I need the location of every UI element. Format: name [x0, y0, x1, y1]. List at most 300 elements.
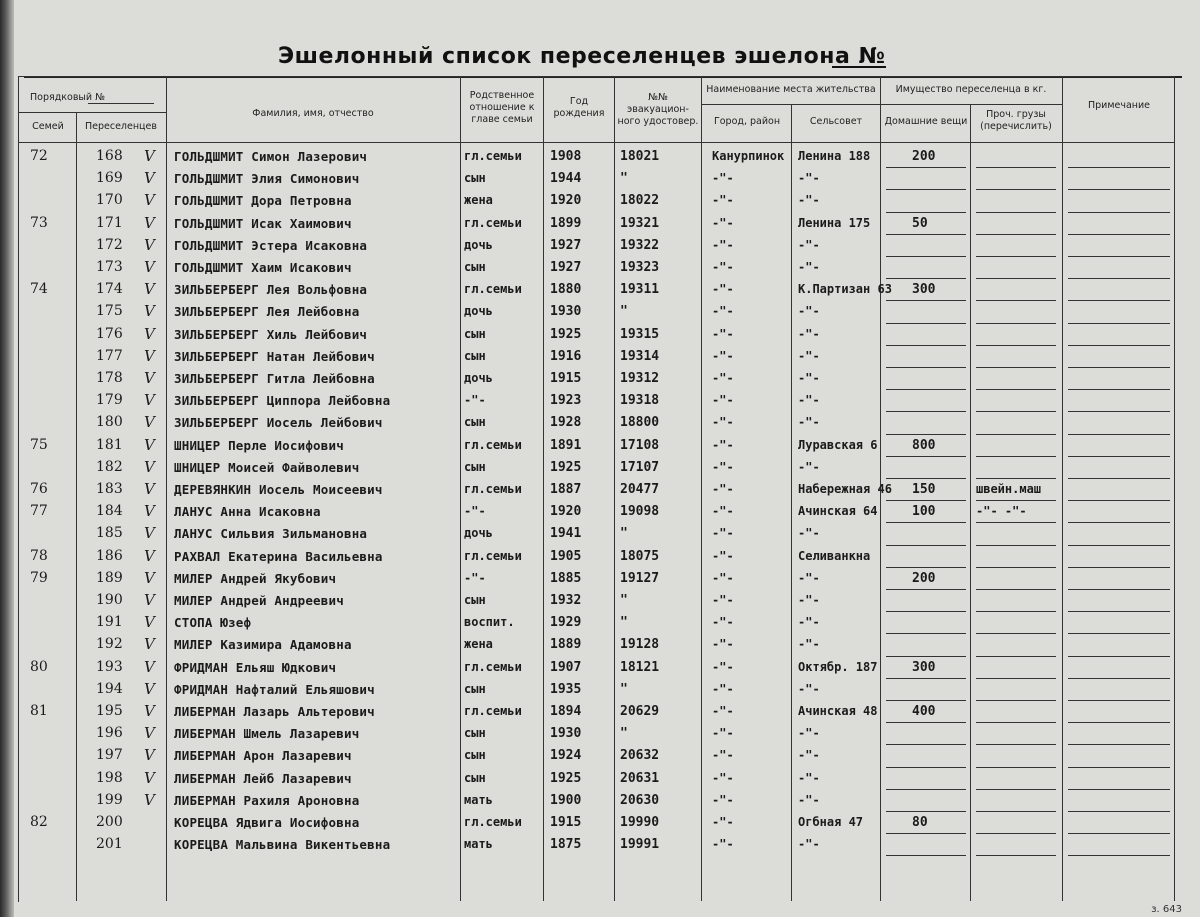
settler-number-cell: 174	[96, 281, 123, 298]
evac-id-cell: 19990	[620, 815, 660, 830]
full-name-cell: ФРИДМАН Ельяш Юдкович	[174, 659, 337, 675]
evac-id-cell: "	[620, 615, 628, 631]
check-mark: V	[144, 635, 155, 654]
settler-number-cell: 195	[96, 703, 123, 719]
family-number-cell: 77	[30, 503, 48, 520]
table-row	[18, 390, 1178, 411]
header-rule	[18, 112, 166, 113]
check-mark: V	[144, 457, 155, 476]
household-cell: 200	[912, 570, 936, 586]
city-cell: -"-	[712, 770, 734, 785]
birth-year-cell: 1900	[550, 792, 582, 808]
check-mark: V	[144, 346, 155, 365]
evac-id-cell: 20629	[620, 704, 660, 719]
city-cell: -"-	[712, 415, 734, 430]
birth-year-cell: 1932	[550, 593, 582, 608]
check-mark: V	[144, 546, 155, 565]
village-cell: Огбная 47	[798, 815, 864, 829]
village-cell: -"-	[798, 237, 820, 252]
full-name-cell: ФРИДМАН Нафталий Ельяшович	[174, 681, 375, 697]
table-row	[18, 568, 1178, 589]
evac-id-cell: 18022	[620, 193, 660, 209]
village-cell: -"-	[798, 637, 820, 652]
settler-number-cell: 185	[96, 525, 123, 542]
full-name-cell: ЛИБЕРМАН Лейб Лазаревич	[174, 770, 352, 786]
birth-year-cell: 1908	[550, 149, 582, 164]
birth-year-cell: 1923	[550, 393, 582, 409]
full-name-cell: МИЛЕР Андрей Якубович	[174, 570, 337, 586]
village-cell: -"-	[798, 171, 820, 186]
family-number-cell: 76	[30, 481, 48, 497]
village-cell: -"-	[798, 371, 820, 385]
birth-year-cell: 1894	[550, 704, 582, 719]
table-row	[18, 657, 1178, 678]
evac-id-cell: 19311	[620, 282, 660, 298]
settler-number-cell: 199	[96, 791, 123, 808]
other-cargo-cell: -"- -"-	[976, 504, 1027, 519]
village-cell: Ачинская 64	[798, 504, 878, 519]
birth-year-cell: 1916	[550, 348, 582, 364]
full-name-cell: ЗИЛЬБЕРБЕРГ Хиль Лейбович	[174, 326, 368, 342]
full-name-cell: МИЛЕР Казимира Адамовна	[174, 637, 352, 653]
settler-number-cell: 200	[96, 814, 123, 830]
village-cell: -"-	[798, 526, 820, 541]
relation-cell: сын	[464, 726, 486, 741]
table-row	[18, 279, 1178, 300]
settler-number-cell: 182	[96, 458, 123, 475]
relation-cell: гл.семьи	[464, 815, 522, 829]
full-name-cell: РАХВАЛ Екатерина Васильевна	[174, 548, 383, 564]
relation-cell: мать	[464, 792, 493, 807]
full-name-cell: ЗИЛЬБЕРБЕРГ Лея Вольфовна	[174, 282, 368, 298]
settler-number-cell: 179	[96, 392, 123, 409]
household-cell: 80	[912, 815, 928, 830]
row-rule	[886, 855, 966, 856]
birth-year-cell: 1891	[550, 437, 582, 453]
village-cell: -"-	[798, 837, 820, 852]
header-village: Сельсовет	[809, 116, 863, 127]
full-name-cell: ШНИЦЕР Моисей Файволевич	[174, 459, 360, 475]
city-cell: -"-	[712, 237, 734, 252]
evac-id-cell: 18075	[620, 548, 660, 564]
birth-year-cell: 1944	[550, 171, 582, 187]
full-name-cell: КОРЕЦВА Мальвина Викентьевна	[174, 837, 391, 853]
other-cargo-cell: швейн.маш	[976, 482, 1042, 496]
check-mark: V	[144, 280, 155, 299]
check-mark: V	[144, 169, 155, 188]
relation-cell: дочь	[464, 237, 493, 252]
birth-year-cell: 1915	[550, 371, 582, 386]
check-mark: V	[144, 502, 155, 521]
village-cell: -"-	[798, 748, 820, 763]
full-name-cell: ЗИЛЬБЕРБЕРГ Натан Лейбович	[174, 348, 375, 364]
household-cell: 150	[912, 482, 936, 497]
village-cell: -"-	[798, 792, 820, 807]
full-name-cell: ЛИБЕРМАН Рахиля Ароновна	[174, 792, 360, 808]
settler-number-cell: 201	[96, 836, 123, 853]
household-cell: 300	[912, 282, 936, 298]
full-name-cell: ЗИЛЬБЕРБЕРГ Иосель Лейбович	[174, 415, 383, 431]
table-row	[18, 612, 1178, 633]
evac-id-cell: "	[620, 526, 628, 542]
birth-year-cell: 1927	[550, 237, 582, 253]
settler-number-cell: 186	[96, 547, 123, 564]
city-cell: -"-	[712, 371, 734, 385]
settler-number-cell: 180	[96, 414, 123, 431]
evac-id-cell: 19991	[620, 837, 660, 853]
table-row	[18, 501, 1178, 522]
relation-cell: сын	[464, 171, 486, 186]
birth-year-cell: 1925	[550, 770, 582, 786]
settler-number-cell: 171	[96, 214, 123, 231]
header-residence-group: Наименование места жительства	[706, 84, 876, 95]
city-cell: -"-	[712, 504, 734, 519]
settler-number-cell: 196	[96, 725, 123, 742]
village-cell: -"-	[798, 681, 820, 696]
birth-year-cell: 1941	[550, 526, 582, 542]
header-settlers: Переселенцев	[85, 121, 157, 132]
relation-cell: мать	[464, 837, 493, 852]
full-name-cell: ЛИБЕРМАН Шмель Лазаревич	[174, 726, 360, 742]
evac-id-cell: 19314	[620, 348, 660, 364]
check-mark: V	[144, 657, 155, 676]
relation-cell: сын	[464, 748, 486, 763]
settler-number-cell: 173	[96, 259, 123, 275]
full-name-cell: ГОЛЬДШМИТ Элия Симонович	[174, 171, 360, 187]
city-cell: -"-	[712, 393, 734, 408]
city-cell: -"-	[712, 260, 734, 274]
check-mark: V	[144, 147, 155, 165]
relation-cell: -"-	[464, 393, 486, 408]
village-cell: -"-	[798, 593, 820, 607]
village-cell: Луравская 6	[798, 437, 878, 452]
household-cell: 200	[912, 149, 936, 164]
city-cell: -"-	[712, 193, 734, 208]
full-name-cell: ЛАНУС Сильвия Зильмановна	[174, 526, 368, 542]
table-row	[18, 368, 1178, 389]
city-cell: -"-	[712, 792, 734, 807]
check-mark: V	[144, 391, 155, 410]
relation-cell: -"-	[464, 570, 486, 585]
settler-number-cell: 169	[96, 170, 123, 187]
relation-cell: сын	[464, 459, 486, 474]
row-rule	[1068, 855, 1170, 856]
relation-cell: сын	[464, 415, 486, 430]
village-cell: -"-	[798, 393, 820, 408]
check-mark: V	[144, 746, 155, 765]
birth-year-cell: 1885	[550, 570, 582, 586]
header-note: Примечание	[1087, 100, 1151, 111]
relation-cell: сын	[464, 770, 486, 785]
check-mark: V	[144, 768, 155, 787]
header-families: Семей	[32, 121, 64, 132]
settler-number-cell: 190	[96, 592, 123, 608]
birth-year-cell: 1920	[550, 193, 582, 209]
city-cell: -"-	[712, 726, 734, 741]
family-number-cell: 75	[30, 436, 48, 453]
settler-number-cell: 170	[96, 192, 123, 209]
evac-id-cell: 20632	[620, 748, 660, 764]
relation-cell: гл.семьи	[464, 215, 522, 230]
village-cell: -"-	[798, 615, 820, 630]
header-rule	[880, 104, 1062, 105]
family-number-cell: 72	[30, 148, 48, 164]
evac-id-cell: "	[620, 726, 628, 742]
evac-id-cell: "	[620, 681, 628, 697]
relation-cell: сын	[464, 593, 486, 607]
table-row	[18, 701, 1178, 722]
birth-year-cell: 1925	[550, 326, 582, 342]
relation-cell: гл.семьи	[464, 437, 522, 452]
relation-cell: сын	[464, 326, 486, 341]
header-rule	[701, 104, 880, 105]
settler-number-cell: 189	[96, 569, 123, 586]
village-cell: Ленина 188	[798, 149, 871, 163]
city-cell: -"-	[712, 615, 734, 630]
relation-cell: гл.семьи	[464, 659, 522, 674]
evac-id-cell: 19098	[620, 504, 660, 520]
household-cell: 800	[912, 437, 936, 453]
settler-number-cell: 181	[96, 436, 123, 453]
village-cell: Селиванкна	[798, 548, 871, 563]
check-mark: V	[144, 679, 155, 698]
evac-id-cell: 18800	[620, 415, 660, 431]
city-cell: -"-	[712, 171, 734, 186]
full-name-cell: ШНИЦЕР Перле Иосифович	[174, 437, 344, 453]
city-cell: -"-	[712, 681, 734, 696]
village-cell: -"-	[798, 459, 820, 474]
full-name-cell: ЗИЛЬБЕРБЕРГ Циппора Лейбовна	[174, 393, 391, 409]
birth-year-cell: 1880	[550, 282, 582, 298]
evac-id-cell: "	[620, 304, 628, 320]
relation-cell: гл.семьи	[464, 149, 522, 163]
relation-cell: воспит.	[464, 615, 515, 630]
evac-id-cell: "	[620, 593, 628, 608]
evac-id-cell: 19321	[620, 215, 660, 231]
settler-number-cell: 192	[96, 636, 123, 653]
relation-cell: сын	[464, 260, 486, 274]
check-mark: V	[144, 324, 155, 343]
village-cell: -"-	[798, 193, 820, 208]
household-cell: 50	[912, 215, 928, 231]
city-cell: -"-	[712, 815, 734, 829]
header-property-group: Имущество переселенца в кг.	[895, 84, 1047, 95]
check-mark: V	[144, 524, 155, 543]
family-number-cell: 79	[30, 569, 48, 586]
table-row	[18, 190, 1178, 211]
village-cell: -"-	[798, 304, 820, 319]
evac-id-cell: 19323	[620, 260, 660, 275]
evac-id-cell: 17107	[620, 459, 660, 475]
birth-year-cell: 1915	[550, 815, 582, 830]
header-evac-id: №№ эвакуацион-ного удостовер.	[617, 92, 699, 127]
birth-year-cell: 1875	[550, 837, 582, 853]
settler-number-cell: 197	[96, 747, 123, 764]
full-name-cell: ГОЛЬДШМИТ Исак Хаимович	[174, 215, 352, 231]
table-row	[18, 790, 1178, 811]
relation-cell: дочь	[464, 371, 493, 385]
full-name-cell: СТОПА Юзеф	[174, 615, 252, 631]
evac-id-cell: 19312	[620, 371, 660, 386]
city-cell: -"-	[712, 215, 734, 230]
birth-year-cell: 1920	[550, 504, 582, 520]
relation-cell: гл.семьи	[464, 548, 522, 563]
table-row	[18, 812, 1178, 833]
birth-year-cell: 1907	[550, 659, 582, 675]
birth-year-cell: 1899	[550, 215, 582, 231]
household-cell: 300	[912, 659, 936, 675]
evac-id-cell: 18121	[620, 659, 660, 675]
settler-number-cell: 183	[96, 481, 123, 497]
evac-id-cell: 19127	[620, 570, 660, 586]
table-row	[18, 479, 1178, 500]
full-name-cell: ЛАНУС Анна Исаковна	[174, 504, 321, 520]
evac-id-cell: 19318	[620, 393, 660, 409]
evac-id-cell: "	[620, 171, 628, 187]
check-mark: V	[144, 413, 155, 432]
header-birth-year: Год рождения	[553, 96, 605, 119]
header-rule	[18, 142, 1174, 143]
village-cell: -"-	[798, 770, 820, 785]
village-cell: К.Партизан 63	[798, 282, 892, 297]
check-mark: V	[144, 591, 155, 609]
check-mark: V	[144, 235, 155, 254]
relation-cell: сын	[464, 348, 486, 363]
evac-id-cell: 19322	[620, 237, 660, 253]
table-row	[18, 346, 1178, 367]
settler-number-cell: 191	[96, 614, 123, 631]
city-cell: -"-	[712, 659, 734, 674]
settler-number-cell: 194	[96, 680, 123, 697]
evac-id-cell: 19315	[620, 326, 660, 342]
relation-cell: жена	[464, 637, 493, 652]
city-cell: -"-	[712, 282, 734, 297]
household-cell: 100	[912, 504, 936, 520]
table-row	[18, 745, 1178, 766]
header-order-group: Порядковый №	[30, 92, 105, 103]
birth-year-cell: 1905	[550, 548, 582, 564]
full-name-cell: ДЕРЕВЯНКИН Иосель Моисеевич	[174, 482, 383, 497]
settler-number-cell: 176	[96, 325, 123, 342]
check-mark: V	[144, 435, 155, 454]
table-row	[18, 590, 1178, 611]
table-row	[18, 213, 1178, 234]
birth-year-cell: 1930	[550, 304, 582, 320]
village-cell: Ленина 175	[798, 215, 871, 230]
city-cell: -"-	[712, 637, 734, 652]
city-cell: -"-	[712, 348, 734, 363]
row-rule	[976, 855, 1056, 856]
evac-id-cell: 20477	[620, 482, 660, 497]
full-name-cell: ЛИБЕРМАН Арон Лазаревич	[174, 748, 352, 764]
birth-year-cell: 1929	[550, 615, 582, 631]
birth-year-cell: 1889	[550, 637, 582, 653]
settler-number-cell: 175	[96, 303, 123, 320]
table-row	[18, 257, 1178, 278]
evac-id-cell: 20630	[620, 792, 660, 808]
settler-number-cell: 177	[96, 347, 123, 364]
full-name-cell: МИЛЕР Андрей Андреевич	[174, 593, 344, 608]
check-mark: V	[144, 191, 155, 210]
check-mark: V	[144, 568, 155, 587]
city-cell: -"-	[712, 459, 734, 474]
evac-id-cell: 17108	[620, 437, 660, 453]
table-row	[18, 457, 1178, 478]
relation-cell: жена	[464, 193, 493, 208]
archive-number: з. 643	[1151, 904, 1182, 915]
village-cell: Ачинская 48	[798, 704, 878, 718]
table-row	[18, 723, 1178, 744]
check-mark: V	[144, 213, 155, 232]
settler-number-cell: 172	[96, 236, 123, 253]
city-cell: -"-	[712, 482, 734, 496]
settler-number-cell: 168	[96, 148, 123, 164]
table-row	[18, 523, 1178, 544]
echelon-number-blank	[832, 66, 886, 68]
check-mark: V	[144, 302, 155, 321]
table-row	[18, 768, 1178, 789]
city-cell: -"-	[712, 748, 734, 763]
table-row	[18, 235, 1178, 256]
evac-id-cell: 18021	[620, 149, 660, 164]
relation-cell: сын	[464, 681, 486, 696]
settler-number-cell: 193	[96, 658, 123, 675]
city-cell: -"-	[712, 326, 734, 341]
relation-cell: гл.семьи	[464, 282, 522, 297]
check-mark: V	[144, 480, 155, 498]
birth-year-cell: 1927	[550, 260, 582, 275]
family-number-cell: 80	[30, 658, 48, 675]
city-cell: -"-	[712, 593, 734, 607]
birth-year-cell: 1924	[550, 748, 582, 764]
header-other-cargo: Проч. грузы (перечислить)	[980, 109, 1052, 132]
household-cell: 400	[912, 704, 936, 719]
village-cell: -"-	[798, 326, 820, 341]
relation-cell: дочь	[464, 304, 493, 319]
village-cell: Набережная 46	[798, 482, 892, 496]
settler-number-cell: 184	[96, 503, 123, 520]
evac-id-cell: 20631	[620, 770, 660, 786]
birth-year-cell: 1930	[550, 726, 582, 742]
city-cell: -"-	[712, 837, 734, 852]
settler-number-cell: 198	[96, 769, 123, 786]
full-name-cell: ГОЛЬДШМИТ Симон Лазерович	[174, 149, 368, 164]
family-number-cell: 73	[30, 214, 48, 231]
evac-id-cell: 19128	[620, 637, 660, 653]
table-row	[18, 168, 1178, 189]
city-cell: -"-	[712, 704, 734, 718]
full-name-cell: ЗИЛЬБЕРБЕРГ Лея Лейбовна	[174, 304, 360, 320]
birth-year-cell: 1925	[550, 459, 582, 475]
city-cell: -"-	[712, 304, 734, 319]
family-number-cell: 74	[30, 281, 48, 298]
table-row	[18, 679, 1178, 700]
village-cell: -"-	[798, 260, 820, 274]
table-row	[18, 146, 1178, 167]
table-row	[18, 412, 1178, 433]
check-mark: V	[144, 702, 155, 720]
birth-year-cell: 1935	[550, 681, 582, 697]
city-cell: -"-	[712, 437, 734, 452]
check-mark: V	[144, 369, 155, 387]
check-mark: V	[144, 258, 155, 276]
table-row	[18, 324, 1178, 345]
relation-cell: -"-	[464, 504, 486, 519]
relation-cell: гл.семьи	[464, 482, 522, 496]
village-cell: Октябр. 187	[798, 659, 878, 674]
family-number-cell: 81	[30, 703, 48, 719]
birth-year-cell: 1928	[550, 415, 582, 431]
